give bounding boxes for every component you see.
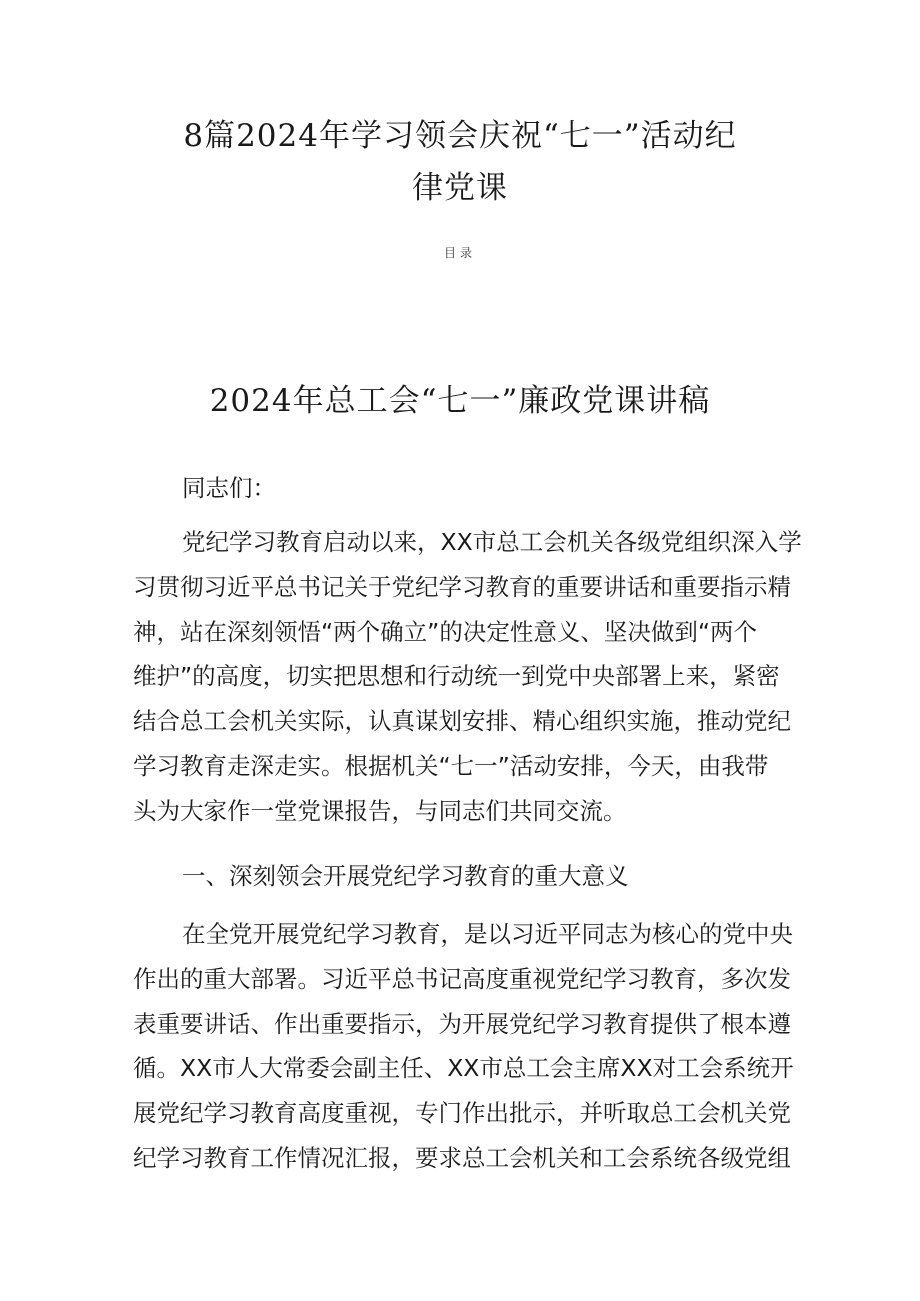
section-title: 2024年总工会“七一”廉政党课讲稿 xyxy=(209,383,711,419)
document-title-line-1: 8篇2024年学习领会庆祝“七一”活动纪 xyxy=(183,118,737,154)
paragraph-1-line: 学习教育走深走实。根据机关“七一”活动安排，今天，由我带 xyxy=(133,751,769,780)
document-title-line-2: 律党课 xyxy=(412,170,508,206)
section-heading-1: 一、深刻领会开展党纪学习教育的重大意义 xyxy=(182,862,629,890)
paragraph-1-line: 神，站在深刻领悟“两个确立”的决定性意义、坚决做到“两个 xyxy=(133,617,758,646)
table-of-contents-label: 目录 xyxy=(443,246,476,260)
paragraph-2-line: 展党纪学习教育高度重视，专门作出批示，并听取总工会机关党 xyxy=(133,1099,791,1128)
greeting: 同志们： xyxy=(182,474,276,502)
paragraph-1 xyxy=(133,520,802,834)
paragraph-2-line: 循。XX市人大常委会副主任、XX市总工会主席XX对工会系统开 xyxy=(133,1054,794,1083)
paragraph-2-line: 纪学习教育工作情况汇报，要求总工会机关和工会系统各级党组 xyxy=(133,1143,791,1172)
paragraph-2-line: 表重要讲话、作出重要指示，为开展党纪学习教育提供了根本遵 xyxy=(133,1009,791,1038)
paragraph-2 xyxy=(133,912,793,1181)
paragraph-2-line: 在全党开展党纪学习教育，是以习近平同志为核心的党中央 xyxy=(182,920,793,948)
paragraph-1-line: 结合总工会机关实际，认真谋划安排、精心组织实施，推动党纪 xyxy=(133,707,791,736)
document-title xyxy=(130,110,790,214)
paragraph-1-line: 党纪学习教育启动以来，XX市总工会机关各级党组织深入学 xyxy=(182,528,802,556)
paragraph-2-line: 作出的重大部署。习近平总书记高度重视党纪学习教育，多次发 xyxy=(133,964,791,993)
paragraph-1-line: 习贯彻习近平总书记关于党纪学习教育的重要讲话和重要指示精 xyxy=(133,572,791,601)
paragraph-1-line: 头为大家作一堂党课报告，与同志们共同交流。 xyxy=(133,796,627,825)
paragraph-1-line: 维护”的高度，切实把思想和行动统一到党中央部署上来，紧密 xyxy=(133,662,780,691)
